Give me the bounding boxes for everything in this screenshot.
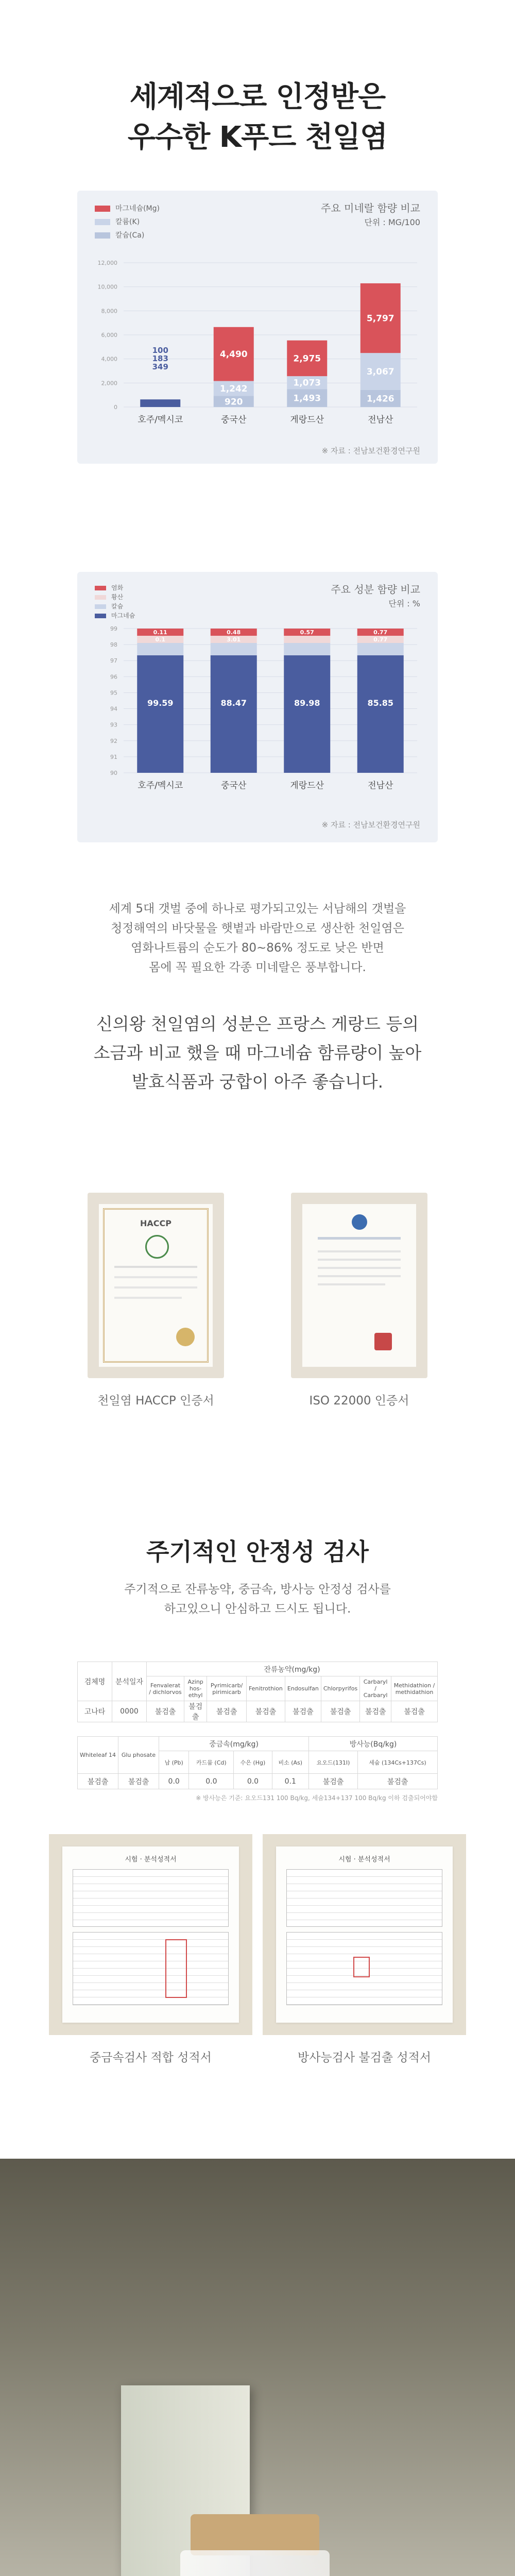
description-paragraph-1: 세계 5대 갯벌 중에 하나로 평가되고있는 서남해의 갯벌을 청정해역의 바닷물을 햇볕과 바람만으로 생산한 천일염은 염화나트륨의 순도가 80~86% 정도로 낮은 반면 몸에 꼭 필요한 각종 미네랄은 풍부합니다. — [109, 902, 406, 974]
hero-section — [0, 0, 515, 154]
y-tick-label: 94 — [110, 705, 117, 713]
composition-chart-title: 주요 성분 함량 비교 단위 : % — [331, 583, 420, 608]
haccp-seal-icon — [176, 1328, 195, 1346]
hero-title-line2: 우수한 K푸드 천일염 — [127, 121, 388, 154]
mineral-chart-source: ※ 자료 : 전남보건환경연구원 — [321, 446, 420, 455]
mineral-chart-title: 주요 미네랄 함량 비교 단위 : MG/100 — [321, 202, 420, 227]
iso-logo-icon — [352, 1214, 367, 1230]
data-label: 183 — [152, 354, 168, 363]
y-tick-label: 95 — [110, 689, 117, 697]
y-tick-label: 97 — [110, 657, 117, 665]
y-tick-label: 93 — [110, 721, 117, 728]
x-category-label: 전남산 — [368, 415, 393, 425]
haccp-doc-title: HACCP — [140, 1218, 171, 1228]
composition-chart-source: ※ 자료 : 전남보건환경연구원 — [321, 820, 420, 829]
x-category-label: 중국산 — [221, 415, 247, 425]
data-label: 0.11 — [153, 629, 167, 636]
data-label: 1,426 — [366, 394, 394, 404]
bar-segment — [211, 655, 257, 773]
legend-ca: 칼슘(Ca) — [115, 231, 145, 240]
legend-mg: 마그네슘(Mg) — [115, 205, 160, 213]
x-category-label: 호주/멕시코 — [138, 781, 183, 791]
data-label: 0.48 — [227, 629, 241, 636]
y-tick-label: 10,000 — [97, 283, 117, 291]
radiation-report-caption: 방사능검사 불검출 성적서 — [297, 2051, 432, 2064]
composition-chart — [77, 572, 438, 814]
metal-radiation-table: Whiteleaf 14 Glu phosate 중금속(mg/kg) 방사능(Bq/kg) 납 (Pb) 카드뮴 (Cd) 수은 (Hg) 비소 (As) 요오드(131I) 세슘 (134Cs+137Cs) 불검출 불검출 0.0 0.0 0.0 0.1 불검출 불검출 ※ 방사능은 기준: 요오드131 100 Bq/kg, 세슘134+137 100 Bq/kg 이하 검출되어야합 — [77, 1736, 438, 1802]
iso-certificate-image — [291, 1193, 427, 1378]
data-label: 0.77 — [373, 629, 388, 636]
y-tick-label: 4,000 — [101, 355, 117, 363]
heavy-metal-report-image: 시험 · 분석성적서 — [49, 1834, 252, 2035]
data-label: 100 — [152, 346, 168, 355]
safety-section — [0, 1535, 515, 1619]
data-label: 88.47 — [220, 698, 247, 708]
data-label: 89.98 — [294, 698, 320, 708]
haccp-certificate-image — [88, 1193, 224, 1378]
safety-note: ※ 방사능은 기준: 요오드131 100 Bq/kg, 세슘134+137 100 Bq/kg 이하 검출되어야합 — [196, 1794, 438, 1802]
data-label: 1,242 — [219, 384, 248, 395]
y-tick-label: 8,000 — [101, 308, 117, 315]
hero-title-line1: 세계적으로 인정받은 — [129, 80, 386, 114]
x-category-label: 게랑드산 — [290, 781, 324, 791]
bar-segment — [211, 643, 257, 655]
y-tick-label: 96 — [110, 673, 117, 681]
haccp-logo-icon — [145, 1235, 169, 1259]
description-paragraph-2: 신의왕 천일염의 성분은 프랑스 게랑드 등의 소금과 비교 했을 때 마그네슘 함류량이 높아 발효식품과 궁합이 아주 좋습니다. — [93, 1014, 422, 1092]
haccp-caption: 천일염 HACCP 인증서 — [97, 1394, 214, 1408]
bar-segment — [284, 636, 330, 643]
x-category-label: 호주/멕시코 — [138, 415, 183, 425]
composition-chart-legend: 염화 황산 칼슘 마그네슘 — [95, 583, 135, 620]
iso-caption: ISO 22000 인증서 — [309, 1394, 409, 1408]
data-label: 0.77 — [373, 636, 388, 643]
product-photo — [0, 2159, 515, 2576]
salt-jar — [180, 2550, 330, 2576]
bar-segment — [284, 655, 330, 773]
data-label: 0.1 — [155, 636, 165, 643]
radiation-report-image: 시험 · 분석성적서 — [263, 1834, 466, 2035]
data-label: 3.01 — [227, 636, 241, 643]
data-label: 99.59 — [147, 698, 174, 708]
mineral-chart — [77, 191, 438, 433]
y-tick-label: 92 — [110, 737, 117, 744]
iso-stamp-icon — [374, 1333, 392, 1350]
safety-title: 주기적인 안정성 검사 — [146, 1538, 369, 1566]
data-label: 2,975 — [293, 353, 321, 364]
data-label: 920 — [225, 397, 243, 408]
y-tick-label: 0 — [114, 404, 117, 411]
safety-description: 주기적으로 잔류농약, 중금속, 방사능 안정성 검사를 하고있으니 안심하고 드시도 됩니다. — [124, 1583, 391, 1616]
data-label: 3,067 — [366, 366, 394, 377]
x-category-label: 전남산 — [368, 781, 393, 791]
y-tick-label: 12,000 — [97, 260, 117, 266]
y-tick-label: 91 — [110, 753, 117, 760]
bar-segment — [284, 643, 330, 655]
bar-segment — [137, 643, 183, 655]
pesticide-table: 검체명 분석일자 잔류농약(mg/kg) Fenvalerat / dichlorvos Azinp hos-ethyl Pyrimicarb/ pirimicarb Fenitrothion Endosulfan Chlorpyrifos Carbaryl / Carbaryl Methidathion / methidathion 고나타 0000 불검출 불검출 불검출 불검출 불검출 불검출 불검출 불검출 — [77, 1662, 438, 1722]
data-label: 1,073 — [293, 378, 321, 388]
y-tick-label: 90 — [110, 770, 117, 776]
y-tick-label: 99 — [110, 625, 117, 632]
data-label: 5,797 — [366, 313, 394, 324]
composition-chart-panel — [77, 572, 438, 842]
x-category-label: 게랑드산 — [290, 415, 324, 425]
x-category-label: 중국산 — [221, 781, 247, 791]
jar-lid — [191, 2514, 319, 2555]
bar-segment — [357, 655, 404, 773]
y-tick-label: 2,000 — [101, 380, 117, 387]
y-tick-label: 6,000 — [101, 332, 117, 338]
data-label: 0.57 — [300, 629, 314, 636]
legend-k: 칼륨(K) — [115, 218, 140, 226]
data-label: 4,490 — [219, 349, 248, 360]
bar-segment — [357, 643, 404, 655]
data-label: 85.85 — [367, 698, 394, 708]
heavy-metal-report-caption: 중금속검사 적합 성적서 — [90, 2051, 212, 2064]
mineral-chart-panel — [77, 191, 438, 464]
data-label: 349 — [152, 362, 168, 371]
data-label: 1,493 — [293, 393, 321, 404]
bar-segment — [140, 399, 180, 407]
bar-segment — [137, 655, 183, 773]
y-tick-label: 98 — [110, 641, 117, 649]
